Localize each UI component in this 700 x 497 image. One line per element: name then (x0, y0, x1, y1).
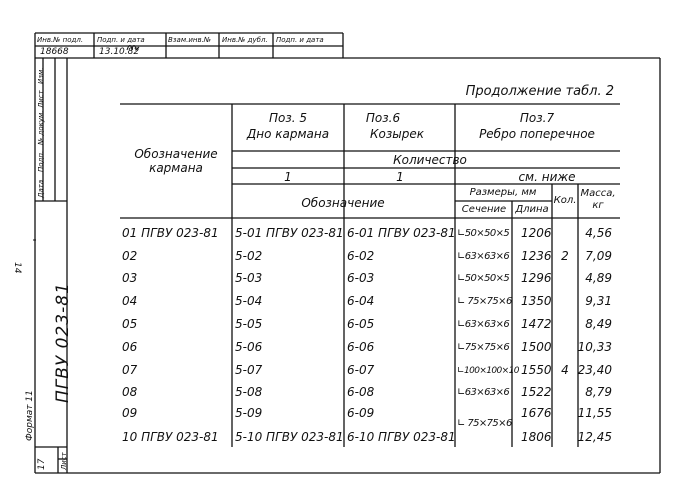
doc-code: ПГВУ 023-81 (53, 282, 73, 403)
row-section: ∟75×75×6 (457, 342, 510, 353)
mass-label: Масса, кг (580, 188, 616, 211)
row-mass: 4,89 (585, 271, 612, 285)
qty-pos7: см. ниже (518, 170, 576, 184)
row-length: 1500 (521, 340, 552, 354)
sizes-label: Размеры, мм (469, 187, 537, 198)
row-length: 1296 (521, 271, 552, 285)
row-pos5: 5-03 (235, 271, 263, 285)
sheet-box-label: Лист (60, 452, 68, 470)
row-pos5: 5-06 (235, 340, 263, 354)
sheet-mark: 14 (12, 262, 22, 274)
header-designation: Обозначение кармана (134, 147, 218, 175)
row-mass: 12,45 (577, 430, 612, 444)
row-pos6: 6-01 ПГВУ 023-81 (347, 226, 456, 240)
stamp-date: 13.10.82 (99, 47, 140, 57)
row-mass: 8,49 (585, 317, 612, 331)
row-designation: 09 (122, 406, 138, 420)
length-label: Длина (515, 204, 549, 215)
stamp-header-replace-inv: Взам.инв.№ (168, 36, 212, 44)
stamp-header-inv-dup: Инв.№ дубл. (222, 36, 268, 44)
table-caption: Продолжение табл. 2 (465, 84, 614, 99)
row-designation: 06 (122, 340, 138, 354)
section-label: Сечение (461, 204, 507, 215)
format-label: Формат 11 (25, 390, 35, 441)
row-pos5: 5-04 (235, 294, 263, 308)
pos7-name: Ребро поперечное (479, 127, 595, 141)
row-pos5: 5-10 ПГВУ 023-81 (235, 430, 344, 444)
stamp-header-sign-date-2: Подп. и дата (276, 36, 324, 44)
row-pos5: 5-01 ПГВУ 023-81 (235, 226, 344, 240)
row-section: ∟ 75×75×6 (457, 296, 512, 307)
row-section: ∟63×63×6 (457, 319, 510, 330)
stamp-inv-number: 18668 (40, 47, 69, 57)
pos5-name: Дно кармана (246, 127, 330, 141)
row-length: 1676 (521, 406, 552, 420)
row-pos6: 6-03 (347, 271, 375, 285)
row-section: ∟50×50×5 (457, 228, 510, 239)
row-pos5: 5-08 (235, 385, 263, 399)
row-mass: 9,31 (585, 294, 612, 308)
side-label-izm: Изм. (37, 67, 45, 84)
row-length: 1236 (521, 249, 552, 263)
count-merged-2: 2 (561, 249, 569, 263)
sheet-box-value: 17 (37, 458, 47, 470)
row-mass: 11,55 (577, 406, 612, 420)
merged-section-75: ∟ 75×75×6 (457, 418, 512, 429)
qty-pos6: 1 (396, 170, 404, 184)
row-mass: 7,09 (585, 249, 612, 263)
row-pos5: 5-07 (235, 363, 263, 377)
row-length: 1550 (521, 363, 552, 377)
pos5-label: Поз. 5 (268, 111, 308, 125)
side-label-doc: № докум. (37, 110, 45, 145)
pos7-label: Поз.7 (519, 111, 555, 125)
count-merged-4: 4 (561, 363, 569, 377)
row-section: ∟63×63×6 (457, 387, 510, 398)
row-length: 1206 (521, 226, 552, 240)
row-section: ∟50×50×5 (457, 273, 510, 284)
row-pos6: 6-07 (347, 363, 375, 377)
row-pos6: 6-06 (347, 340, 375, 354)
row-designation: 02 (122, 249, 138, 263)
pos6-label: Поз.6 (365, 111, 401, 125)
row-designation: 05 (122, 317, 138, 331)
side-label-list: Лист (37, 90, 45, 108)
quantity-label: Количество (393, 153, 467, 167)
row-pos5: 5-05 (235, 317, 263, 331)
qty-pos5: 1 (284, 170, 292, 184)
row-designation: 07 (122, 363, 138, 377)
row-designation: 01 ПГВУ 023-81 (122, 226, 219, 240)
row-pos6: 6-08 (347, 385, 375, 399)
row-designation: 08 (122, 385, 138, 399)
side-label-sign: Подп. (37, 150, 45, 172)
pos6-name: Козырек (370, 127, 424, 141)
row-section: ∟100×100×10 (457, 366, 519, 376)
row-designation: 10 ПГВУ 023-81 (122, 430, 219, 444)
row-length: 1350 (521, 294, 552, 308)
row-mass: 8,79 (585, 385, 612, 399)
row-mass: 10,33 (577, 340, 612, 354)
side-label-date: Дата (37, 179, 45, 198)
row-section: ∟63×63×6 (457, 251, 510, 262)
row-pos6: 6-09 (347, 406, 375, 420)
stamp-header-inv-orig: Инв.№ подл. (37, 36, 84, 44)
row-length: 1472 (521, 317, 552, 331)
count-label: Кол. (553, 195, 577, 206)
row-pos6: 6-04 (347, 294, 375, 308)
row-pos5: 5-09 (235, 406, 263, 420)
row-pos5: 5-02 (235, 249, 263, 263)
row-pos6: 6-05 (347, 317, 375, 331)
row-length: 1522 (521, 385, 552, 399)
stamp-header-sign-date: Подп. и дата (97, 36, 145, 44)
row-designation: 03 (122, 271, 138, 285)
designation-label: Обозначение (301, 196, 385, 210)
row-mass: 4,56 (585, 226, 612, 240)
row-designation: 04 (122, 294, 138, 308)
row-length: 1806 (521, 430, 552, 444)
row-pos6: 6-02 (347, 249, 375, 263)
row-pos6: 6-10 ПГВУ 023-81 (347, 430, 456, 444)
row-mass: 23,40 (577, 363, 612, 377)
